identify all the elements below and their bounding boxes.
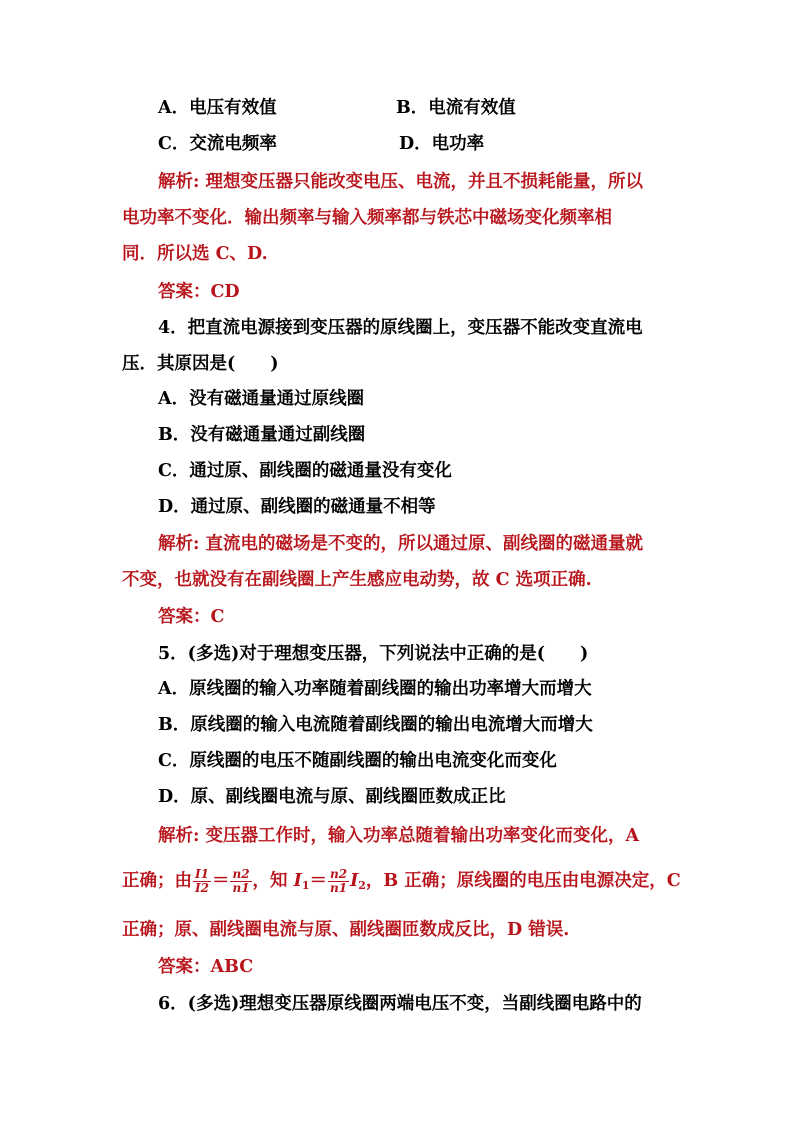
q5-analysis-line-1: 解析: 变压器工作时，输入功率总随着输出功率变化而变化，A xyxy=(158,826,640,846)
q4-stem-line-2: 压．其原因是( ) xyxy=(122,354,279,374)
q5-option-b: B．原线圈的输入电流随着副线圈的输出电流增大而增大 xyxy=(158,715,593,735)
q3-analysis-line-2: 电功率不变化．输出频率与输入频率都与铁芯中磁场变化频率相 xyxy=(122,208,612,228)
q4-answer-value: ：C xyxy=(193,607,225,627)
q3-answer-label: 答案 xyxy=(158,282,193,302)
q3-analysis-line-1: 解析: 理想变压器只能改变电压、电流，并且不损耗能量，所以 xyxy=(158,172,644,192)
q5-answer xyxy=(158,955,253,979)
q4-analysis-line-1: 解析: 直流电的磁场是不变的，所以通过原、副线圈的磁通量就 xyxy=(158,534,644,554)
q6-stem-line-1: 6．(多选)理想变压器原线圈两端电压不变，当副线圈电路中的 xyxy=(158,994,642,1014)
formula-fraction-i1-over-i2: $\frac{I1}{I2}$ xyxy=(195,867,209,895)
q4-option-a: A．没有磁通量通过原线圈 xyxy=(158,389,365,409)
q4-option-c: C．通过原、副线圈的磁通量没有变化 xyxy=(158,461,452,481)
q5-option-d: D．原、副线圈电流与原、副线圈匝数成正比 xyxy=(158,787,506,807)
formula-fraction-n2-over-n1: $\frac{n2}{n1}$ xyxy=(232,867,250,895)
q3-option-a: A．电压有效值 xyxy=(158,98,277,118)
q5-answer-label: 答案 xyxy=(158,957,193,977)
q4-answer xyxy=(158,605,224,629)
q5-analysis-line-3: 正确；原、副线圈电流与原、副线圈匝数成反比，D 错误. xyxy=(122,920,570,940)
q3-analysis-line-3: 同．所以选 C、D. xyxy=(122,244,268,264)
q4-answer-label: 答案 xyxy=(158,607,193,627)
q3-option-d: D．电功率 xyxy=(399,134,485,154)
q3-option-c: C．交流电频率 xyxy=(158,134,277,154)
q4-stem-line-1: 4．把直流电源接到变压器的原线圈上，变压器不能改变直流电 xyxy=(158,318,643,338)
q3-answer-value: ：CD xyxy=(193,282,240,302)
q3-answer xyxy=(158,280,240,304)
q5-answer-value: ：ABC xyxy=(193,957,254,977)
q4-analysis-label: 解析 xyxy=(158,534,193,554)
q5-option-c: C．原线圈的电压不随副线圈的输出电流变化而变化 xyxy=(158,751,557,771)
q4-analysis-line-2: 不变，也就没有在副线圈上产生感应电动势，故 C 选项正确. xyxy=(122,570,592,590)
q5-stem: 5．(多选)对于理想变压器，下列说法中正确的是( ) xyxy=(158,644,589,664)
q5-analysis-label: 解析 xyxy=(158,826,193,846)
q4-option-b: B．没有磁通量通过副线圈 xyxy=(158,425,366,445)
q5-option-a: A．原线圈的输入功率随着副线圈的输出功率增大而增大 xyxy=(158,679,592,699)
formula-fraction-n2-over-n1-b: $\frac{n2}{n1}$ xyxy=(329,867,348,895)
q4-option-d: D．通过原、副线圈的磁通量不相等 xyxy=(158,497,436,517)
q5-analysis-line-2: 正确；由 $\frac{I1}{I2}$ ＝ $\frac{n2}{n1}$ ，知 $I_1=$ $\frac{n2}{n1}$ $I_2$，B 正确；原线圈的电压由电源决定，C xyxy=(122,867,681,895)
q3-analysis-label: 解析 xyxy=(158,172,193,192)
q3-option-b: B．电流有效值 xyxy=(396,98,516,118)
